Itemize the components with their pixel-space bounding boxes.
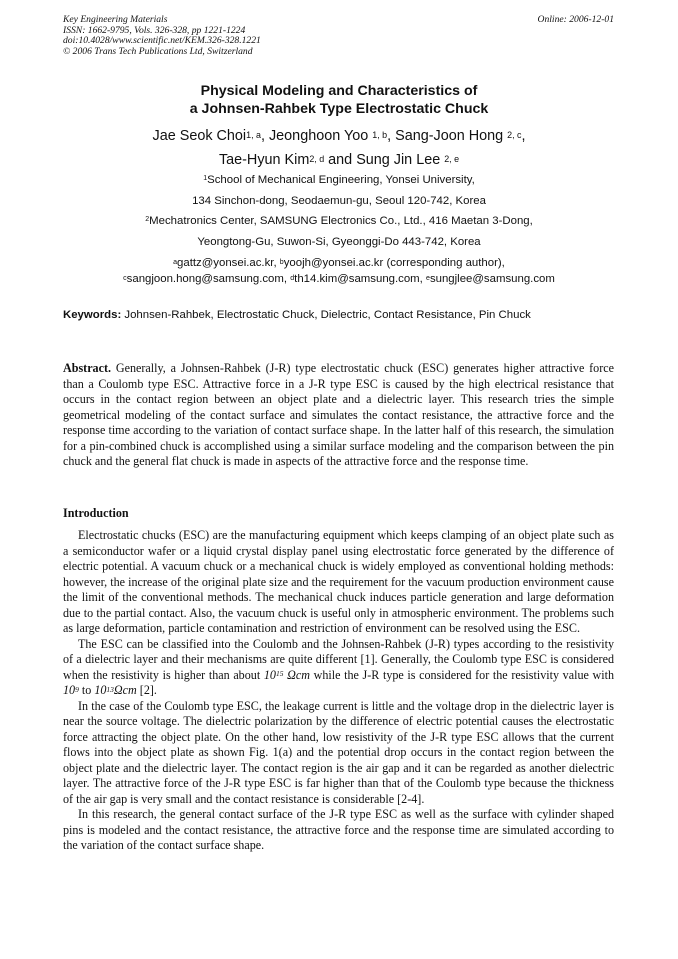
author-conjunction: and [324, 152, 357, 168]
math-base: 10 [263, 667, 276, 682]
abstract-text: Generally, a Johnsen-Rahbek (J-R) type electrostatic chuck (ESC) generates higher attractive force than a Coulomb type ESC. Attractive force in a J-R type ESC is caused by the high electrical resistance that occurs in the contact region between an object plate and a dielectric layer. This research tries the simple geometrical modeling of the contact surface and simulates the contact resistance, the attractive force and the response time according to the variation of contact surface shape. In the latter half of this research, the simulation for a pin-combined chuck is accomplished using a similar surface modeling and the comparison between the pin chuck and the general flat chuck is made in aspects of the attractive force and the response time. [63, 361, 614, 468]
email-link[interactable]: sungjlee@samsung.com [429, 272, 555, 285]
text-run: to [78, 683, 95, 697]
text-run: [2]. [136, 683, 157, 697]
email-line-2: $^c$sangjoon.hong@samsung.com, $^d$th14.kim@samsung.com, $^e$sungjlee@samsung.com [123, 272, 555, 285]
math-unit: Ωcm [113, 683, 137, 697]
email-sup: a [173, 258, 178, 266]
intro-paragraph-3: In the case of the Coulomb type ESC, the leakage current is little and the voltage drop in the dielectric layer is near the source voltage. The dielectric polarization by the difference of electric potential causes the electrostatic force attracting the object plate. On the other hand, low resistivity of the J-R type ESC allows that the current flows into the object plate as shown Fig. 1(a) and the potential drop occurs in the contact region between the object plate and the dielectric layer. The contact region is the air gap and it can be regarded as another dielectric layer. The attractive force of the J-R type ESC is far higher than that of the Coulomb type because the thickness of the air gap is very small and the contact resistance is considerable [2-4]. [63, 698, 614, 806]
affiliation-2-line-2: Yeongtong-Gu, Suwon-Si, Gyeonggi-Do 443-742, Korea [197, 235, 481, 248]
email-line-1: $^a$gattz@yonsei.ac.kr, $^b$yoojh@yonsei.ac.kr (corresponding author), [173, 257, 505, 269]
affiliation-number: 2 [145, 215, 150, 223]
author-sup: 2, e [444, 153, 460, 164]
section-heading-introduction: Introduction [63, 506, 129, 520]
author-name: Jeonghoon Yoo [268, 128, 369, 144]
introduction-body [63, 528, 614, 854]
author-sup: 2, c [507, 129, 522, 140]
math-exponent: 9 [75, 684, 79, 694]
journal-name: Key Engineering Materials [63, 14, 168, 25]
affiliation-1-line-2: 134 Sinchon-dong, Seodaemun-gu, Seoul 120-742, Korea [192, 194, 486, 207]
keywords-label: Keywords: [63, 309, 122, 321]
email-list [0, 256, 678, 287]
email-sup: b [279, 258, 284, 266]
author-name: Jae Seok Choi [152, 128, 247, 144]
author-sup: 1, a [246, 129, 261, 140]
affiliation-2-line-1 [0, 211, 678, 232]
intro-paragraph-1: Electrostatic chucks (ESC) are the manufacturing equipment which keeps clamping of an object plate such as a semiconductor wafer or a liquid crystal display panel using electrostatic force generated by the difference of electric potential. A vacuum chuck or a mechanical chuck is widely employed as conventional holding methods: however, the increase of the original plate size and the requirement for the vacuum production environment cause the limit of the conventional methods. The mechanical chuck induces particle generation and large deformation due to the partial contact. Also, the vacuum chuck is useful only in atmospheric environment. The problems such as large deformation, particle contamination and restriction of environment can be resolved using the ESC. [63, 528, 614, 635]
doi-line: doi:10.4028/www.scientific.net/KEM.326-328.1221 [63, 35, 261, 47]
math-value [264, 668, 310, 682]
math-base: 10 [63, 683, 76, 697]
paper-title [0, 83, 678, 118]
keywords-text: Johnsen-Rahbek, Electrostatic Chuck, Dielectric, Contact Resistance, Pin Chuck [124, 309, 531, 321]
author-sup: 2, d [309, 153, 325, 164]
email-sup: c [123, 274, 127, 282]
math-unit: Ωcm [283, 667, 310, 682]
abstract [63, 361, 614, 470]
title-line-2: a Johnsen-Rahbek Type Electrostatic Chuck [189, 100, 489, 117]
email-link[interactable]: gattz@yonsei.ac.kr [177, 257, 274, 269]
email-sup: e [426, 274, 430, 282]
title-line-1: Physical Modeling and Characteristics of [200, 83, 478, 99]
author-name: Tae-Hyun Kim [218, 152, 310, 168]
math-base: 10 [94, 683, 107, 697]
author-name: Sang-Joon Hong [395, 128, 504, 144]
affiliation-text: School of Mechanical Engineering, Yonsei University, [207, 174, 475, 186]
affiliation-1-line-1 [0, 170, 678, 191]
journal-header [63, 15, 261, 57]
author-list [0, 124, 678, 172]
math-value [94, 683, 136, 697]
author-sup: 1, b [372, 129, 388, 140]
keywords [63, 308, 623, 323]
email-link[interactable]: yoojh@yonsei.ac.kr (corresponding author), [283, 257, 505, 269]
author-line-2 [0, 148, 678, 172]
abstract-label: Abstract. [63, 361, 112, 375]
text-run: while the J-R type is considered for the resistivity value with [309, 667, 614, 682]
affiliation-text: Mechatronics Center, SAMSUNG Electronics Co., Ltd., 416 Maetan 3-Dong, [149, 215, 533, 227]
intro-paragraph-2 [63, 637, 614, 699]
math-value [63, 683, 79, 697]
math-exponent: 15 [275, 669, 284, 679]
author-line-1: Jae Seok Choi$^{1, a}$, Jeonghoon Yoo $^{1, b}$, Sang-Joon Hong $^{2, c}$, [152, 128, 526, 144]
affiliation-number: 1 [203, 174, 208, 182]
online-date: Online: 2006-12-01 [537, 14, 614, 25]
text-run: The ESC can be classified into the Coulomb and the Johnsen-Rahbek (J-R) types according to the resistivity of a dielectric layer and their mechanisms are quite different [1]. Generally, the Coulomb type ESC is considered when the resistivity is higher than about [63, 636, 614, 682]
affiliations [0, 170, 678, 252]
email-sup: d [290, 274, 295, 282]
copyright-line: © 2006 Trans Tech Publications Ltd, Switzerland [63, 45, 253, 57]
author-name: Sung Jin Lee [356, 152, 441, 168]
email-link[interactable]: sangjoon.hong@samsung.com [126, 272, 284, 285]
issn-line: ISSN: 1662-9795, Vols. 326-328, pp 1221-1224 [63, 24, 246, 36]
intro-paragraph-4: In this research, the general contact surface of the J-R type ESC as well as the surface with cylinder shaped pins is modeled and the contact resistance, the attractive force and the response time are simulated according to the variation of the contact surface shape. [63, 807, 614, 852]
math-exponent: 13 [106, 684, 114, 694]
email-link[interactable]: th14.kim@samsung.com [294, 272, 420, 285]
